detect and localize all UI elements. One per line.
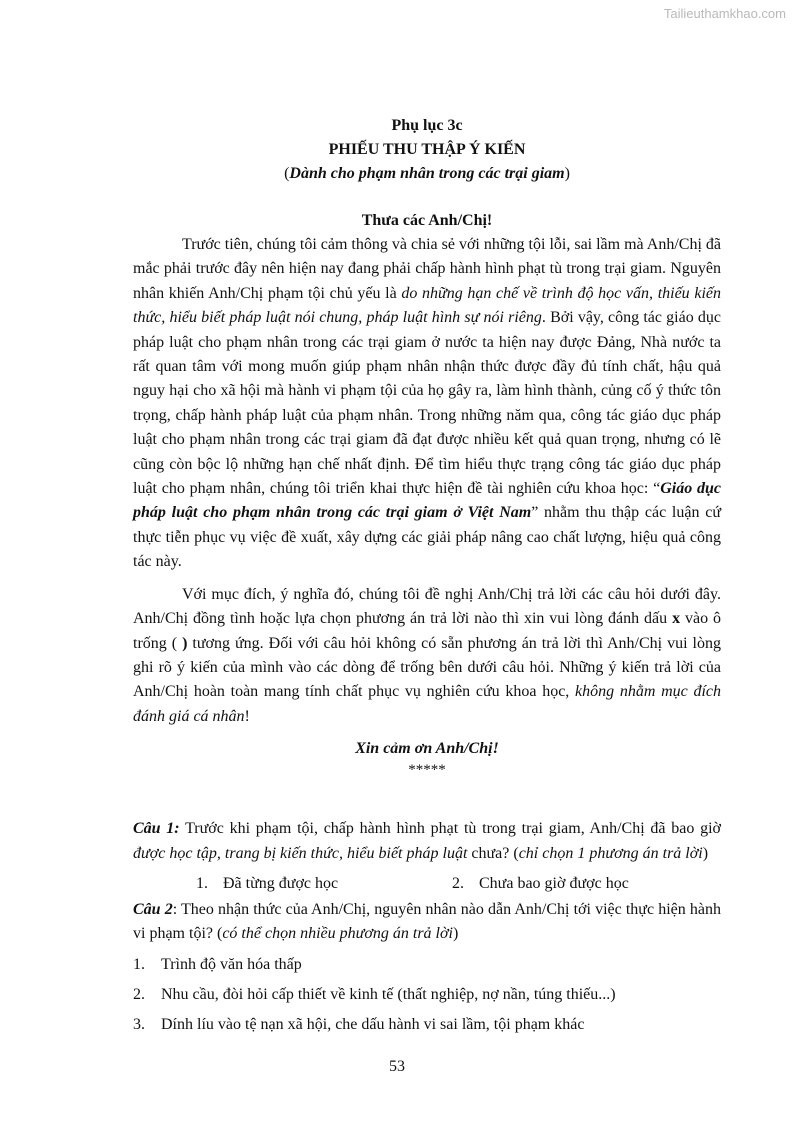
intro-p2-b: vào ô trống ( <box>133 610 721 652</box>
question-1-option[interactable] <box>452 872 629 896</box>
appendix-label: Phụ lục 3c <box>391 117 463 134</box>
page-number: 53 <box>389 1058 405 1075</box>
intro-p2-a: Với mục đích, ý nghĩa đó, chúng tôi đề nghị Anh/Chị trả lời các câu hỏi dưới đây. Anh/Chị đồng tình hoặc lựa chọn phương án trả lời nào thì xin vui lòng đánh dấu <box>133 585 721 628</box>
option-number: 1. <box>133 955 145 973</box>
intro-p2-c: tương ứng. Đối với câu hỏi không có sẵn phương án trả lời thì Anh/Chị vui lòng ghi rõ ý kiến của mình vào các dòng để trống bên dưới câu hỏi. Những ý kiến trả lời của Anh/Chị hoàn toàn mang tính chất phục vụ nghiên cứu khoa học, <box>133 634 721 701</box>
question-1-text-d: chỉ chọn 1 phương án trả lời <box>518 844 703 862</box>
form-subtitle <box>133 162 721 186</box>
subtitle-open: ( <box>284 165 290 182</box>
subtitle-text: Dành cho phạm nhân trong các trại giam <box>289 165 565 182</box>
question-1-option[interactable] <box>196 872 452 896</box>
intro-p1-b: do những hạn chế về trình độ học vấn, thiếu kiến thức, hiểu biết pháp luật nói chung, pháp luật hình sự nói riêng <box>133 284 721 327</box>
question-1 <box>133 817 721 866</box>
question-1-text-b: được học tập, trang bị kiến thức, hiểu biết pháp luật <box>133 844 468 862</box>
stars-divider: ***** <box>408 762 446 779</box>
question-2-label: Câu 2 <box>133 900 173 918</box>
question-1-label: Câu 1: <box>133 820 180 838</box>
question-1-text-c: chưa? ( <box>467 844 519 862</box>
intro-p2-d: không nhằm mục đích đánh giá cá nhân <box>133 683 722 725</box>
question-2-option[interactable] <box>133 1013 721 1037</box>
question-2-text-a: : Theo nhận thức của Anh/Chị, nguyên nhân nào dẫn Anh/Chị tới việc thực hiện hành vi phạm tội? ( <box>133 900 721 943</box>
intro-p1-c: . Bởi vậy, công tác giáo dục pháp luật cho phạm nhân trong các trại giam ở nước ta hiện nay được Đảng, Nhà nước ta rất quan tâm với mong muốn giúp phạm nhân nhận thức được đầy đủ tính chất, hậu quả nguy hại cho xã hội mà hành vi phạm tội của họ gây ra, làm hình thành, củng cố ý thức tôn trọng, chấp hành pháp luật của phạm nhân. Trong những năm qua, công tác giáo dục pháp luật cho phạm nhân trong các trại giam đã đạt được nhiều kết quả quan trọng, nhưng có lẽ cũng còn bộc lộ những hạn chế nhất định. Để tìm hiểu thực trạng công tác giáo dục pháp luật cho phạm nhân, chúng tôi triển khai thực hiện đề tài nghiên cứu khoa học: “ <box>133 309 721 498</box>
intro-p2-e: ! <box>244 707 250 725</box>
option-number: 1. <box>196 874 208 892</box>
intro-p1-a: Trước tiên, chúng tôi cảm thông và chia sẻ với những tội lỗi, sai lầm mà Anh/Chị đã mắc phải trước đây nên hiện nay đang phải chấp hành hình phạt tù trong trại giam. Nguyên nhân khiến Anh/Chị phạm tội chủ yếu là <box>133 236 721 302</box>
question-1-text-e: ) <box>702 844 709 862</box>
question-2-text-c: ) <box>452 925 459 943</box>
option-label: Nhu cầu, đòi hỏi cấp thiết về kinh tế (thất nghiệp, nợ nần, túng thiếu...) <box>161 985 616 1003</box>
question-2-option[interactable] <box>133 983 721 1007</box>
option-label: Dính líu vào tệ nạn xã hội, che dấu hành vi sai lầm, tội phạm khác <box>161 1015 585 1033</box>
option-number: 3. <box>133 1015 145 1033</box>
project-title: Giáo dục pháp luật cho phạm nhân trong các trại giam ở Việt Nam <box>133 480 722 522</box>
option-label: Chưa bao giờ được học <box>479 874 629 892</box>
intro-p1-e: ” nhằm thu thập các luận cứ thực tiễn phục vụ việc đề xuất, xây dựng các giải pháp nâng cao chất lượng, hiệu quả công tác này. <box>133 504 722 571</box>
question-1-text-a: Trước khi phạm tội, chấp hành hình phạt tù trong trại giam, Anh/Chị đã bao giờ <box>179 820 721 838</box>
option-label: Đã từng được học <box>223 874 339 892</box>
greeting: Thưa các Anh/Chị! <box>361 212 493 229</box>
option-number: 2. <box>452 874 464 892</box>
question-2-text-b: có thể chọn nhiều phương án trả lời <box>222 925 453 943</box>
watermark: Tailieuthamkhao.com <box>663 6 786 21</box>
question-2 <box>133 898 721 947</box>
option-label: Trình độ văn hóa thấp <box>161 955 302 973</box>
intro-paragraph-2 <box>133 583 721 729</box>
document-page <box>133 112 721 1037</box>
option-number: 2. <box>133 985 145 1003</box>
question-2-option[interactable] <box>133 953 721 977</box>
empty-box-paren: ) <box>182 634 188 652</box>
form-title: PHIẾU THU THẬP Ý KIẾN <box>328 141 526 158</box>
mark-x: x <box>672 610 681 628</box>
intro-paragraph-1 <box>133 233 721 575</box>
subtitle-close: ) <box>564 165 570 182</box>
thanks-line: Xin cảm ơn Anh/Chị! <box>355 740 499 758</box>
question-1-options <box>133 872 721 896</box>
